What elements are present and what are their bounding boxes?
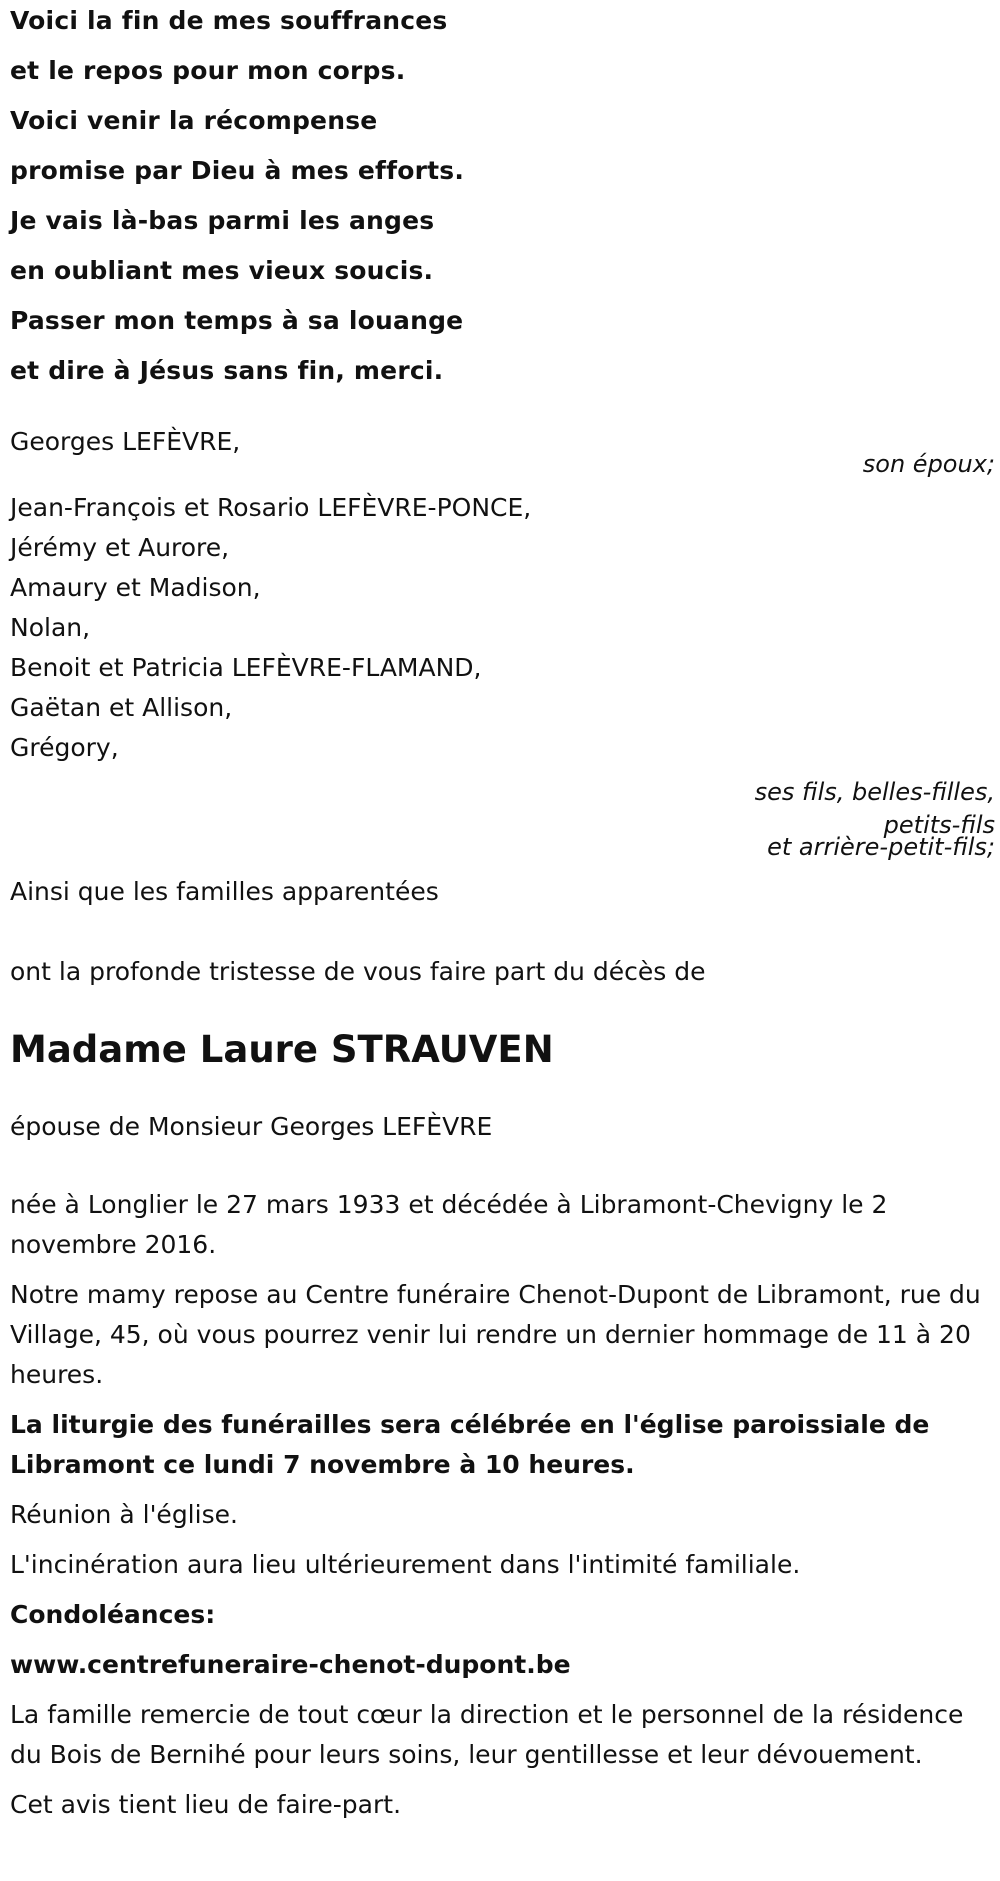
meeting-line: Réunion à l'église. (10, 1500, 238, 1529)
family-member: Gaëtan et Allison, (10, 693, 233, 722)
announcement-line: ont la profonde tristesse de vous faire part du décès de (10, 957, 706, 986)
children-role: petits-fils (883, 811, 995, 839)
poem-line: en oubliant mes vieux soucis. (10, 256, 434, 285)
spouse-line: épouse de Monsieur Georges LEFÈVRE (10, 1112, 493, 1141)
family-member: Amaury et Madison, (10, 573, 261, 602)
poem-line: Passer mon temps à sa louange (10, 306, 464, 335)
children-role: ses fils, belles-filles, (754, 778, 995, 806)
liturgy-paragraph: La liturgie des funérailles sera célébrée en l'église paroissiale de Libramont ce lundi 7 novembre à 10 heures. (10, 1410, 930, 1479)
deceased-name: Madame Laure STRAUVEN (10, 1028, 554, 1071)
family-member: Nolan, (10, 613, 91, 642)
family-member: Jérémy et Aurore, (10, 533, 230, 562)
condolences-label: Condoléances: (10, 1600, 216, 1629)
poem-line: Voici la fin de mes souffrances (10, 6, 448, 35)
poem-line: et le repos pour mon corps. (10, 56, 406, 85)
poem-line: et dire à Jésus sans fin, merci. (10, 356, 444, 385)
family-member: Jean-François et Rosario LEFÈVRE-PONCE, (10, 493, 532, 522)
husband-name: Georges LEFÈVRE, (10, 427, 241, 456)
family-member: Grégory, (10, 733, 119, 762)
cremation-line: L'incinération aura lieu ultérieurement dans l'intimité familiale. (10, 1550, 801, 1579)
rest-place-paragraph: Notre mamy repose au Centre funéraire Chenot-Dupont de Libramont, rue du Village, 45, où vous pourrez venir lui rendre un dernier hommage de 11 à 20 heures. (10, 1280, 981, 1389)
birth-death-paragraph: née à Longlier le 27 mars 1933 et décédée à Libramont-Chevigny le 2 novembre 2016. (10, 1190, 888, 1259)
closing-line: Cet avis tient lieu de faire-part. (10, 1790, 402, 1819)
condolences-url[interactable]: www.centrefuneraire-chenot-dupont.be (10, 1650, 571, 1679)
children-role: et arrière-petit-fils; (767, 833, 995, 861)
poem-line: promise par Dieu à mes efforts. (10, 156, 465, 185)
children-block (10, 488, 995, 861)
husband-block (10, 422, 995, 484)
obituary-notice (10, 0, 995, 1825)
poem-line: Voici venir la récompense (10, 106, 378, 135)
families-line: Ainsi que les familles apparentées (10, 877, 439, 906)
family-member: Benoit et Patricia LEFÈVRE-FLAMAND, (10, 653, 482, 682)
poem (10, 0, 995, 396)
husband-role: son époux; (862, 450, 995, 478)
thanks-paragraph: La famille remercie de tout cœur la direction et le personnel de la résidence du Bois de Bernihé pour leurs soins, leur gentillesse et leur dévouement. (10, 1700, 964, 1769)
poem-line: Je vais là-bas parmi les anges (10, 206, 435, 235)
